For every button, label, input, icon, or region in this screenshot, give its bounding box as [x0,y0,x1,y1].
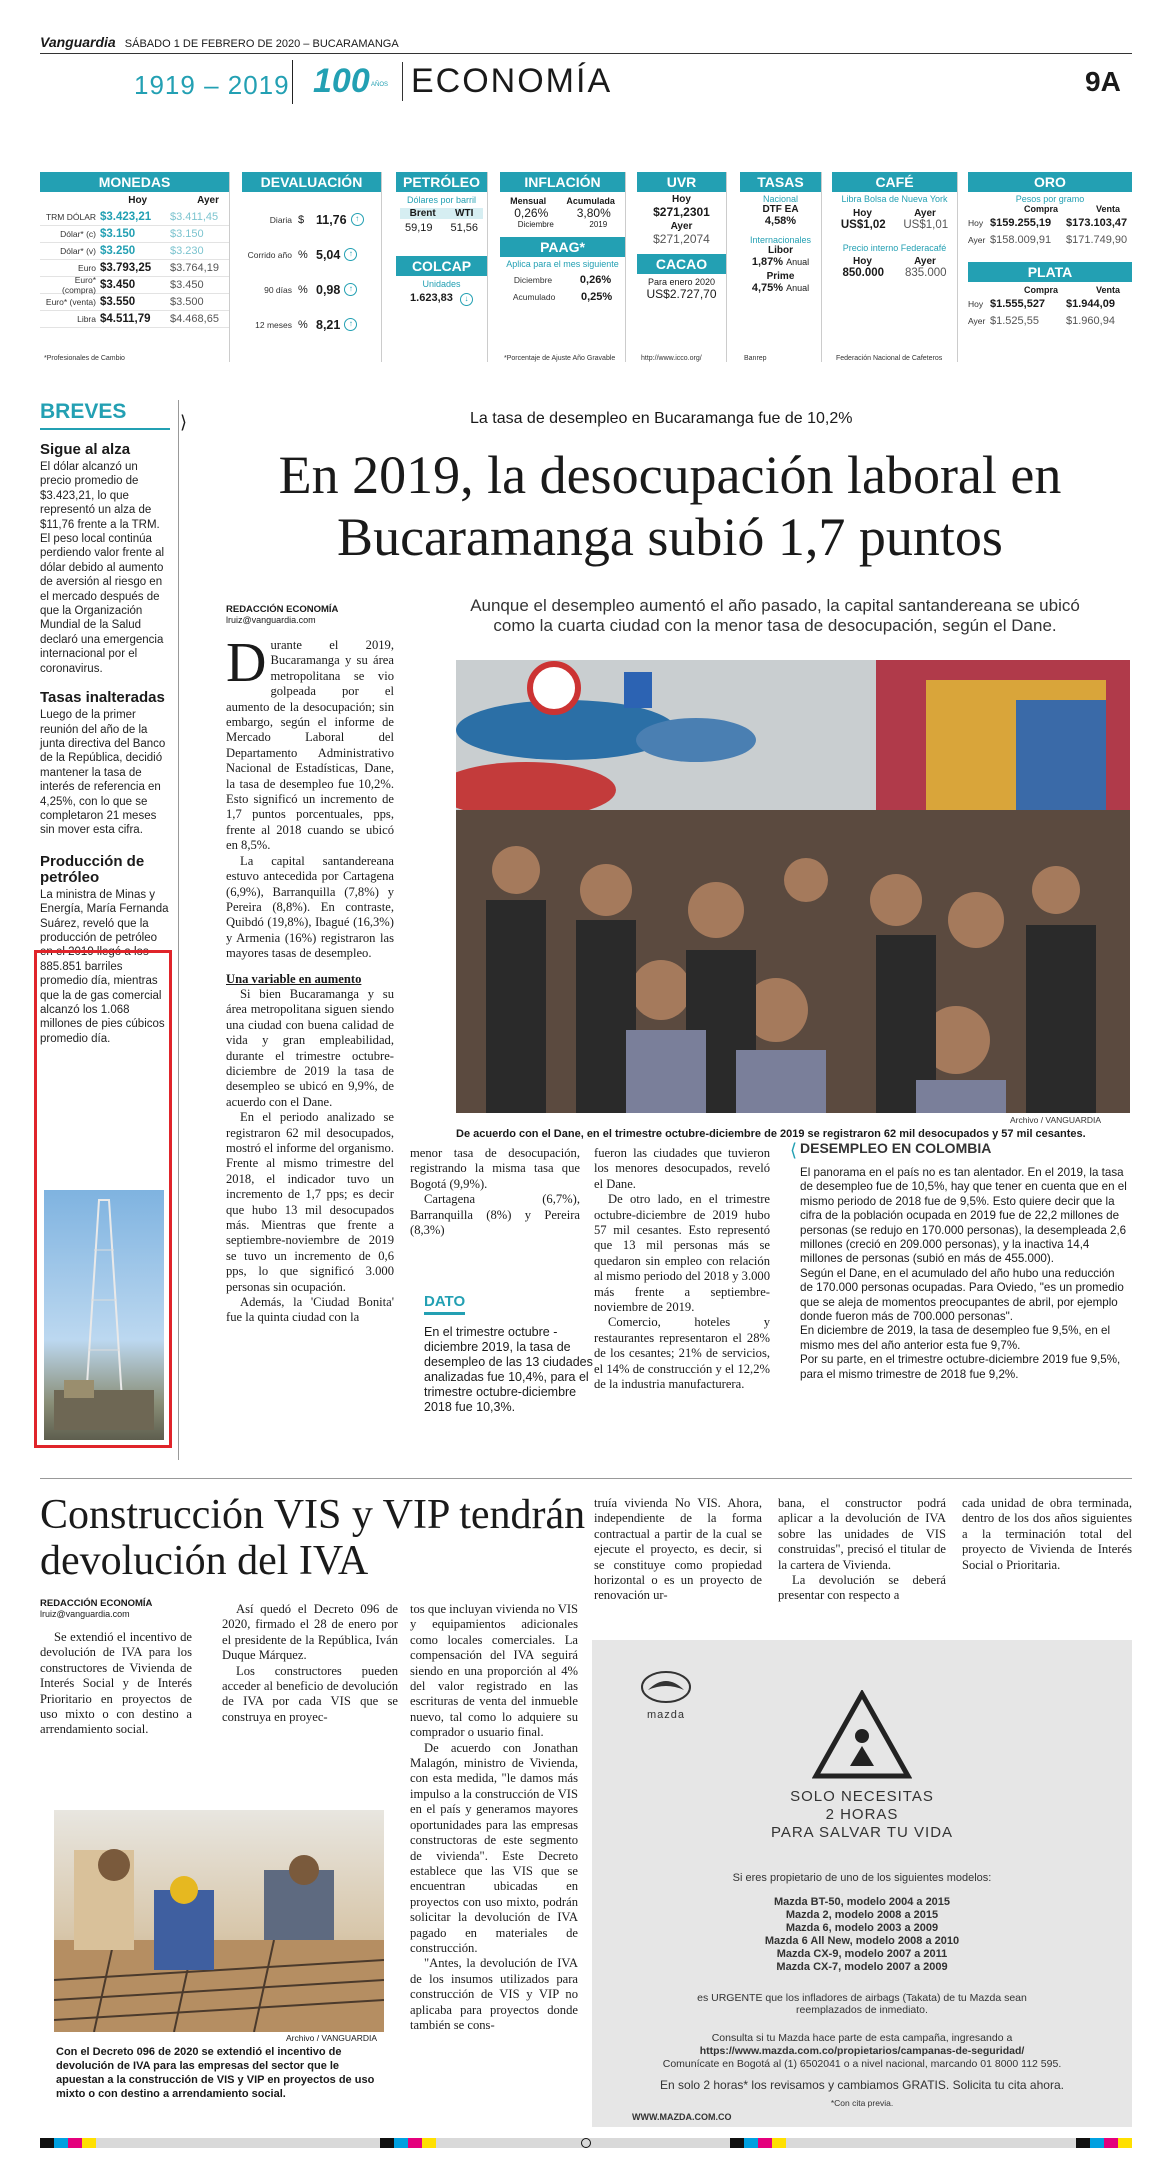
brent-value: 59,19 [404,222,433,234]
currency-label: TRM DÓLAR [45,212,96,222]
paragraph: Si bien Bucaramanga y su área metropolitana siguen siendo una ciudad con buena calidad de vida y gran empleabilidad, durante el trimestre octubre-diciembre de 2019 la tasa de desempleo se ubicó en 9,9%, de acuerdo con el Dane. [226,986,394,1109]
story-column-1 [226,632,395,1326]
acumulada-label: Acumulada [566,196,615,206]
paragraph: Cartagena (6,7%), Barranquilla (8%) y Pereira (8,3%) [410,1192,580,1238]
devaluacion-row [242,237,381,272]
uvr-panel [637,172,727,362]
colcap-sub: Unidades [422,279,461,289]
currency-label: Euro [78,263,96,273]
acumulada-value: 3,80% [576,206,611,220]
ad-urgent: es URGENTE que los infladores de airbags (Takata) de tu Mazda sean reemplazados de inmediato. [697,1992,1027,2016]
paragraph: Comercio, hoteles y restaurantes representaron el 28% de los cesantes; 21% de servicios, el 14% de construcción y el 12,2% de la industria manufacturera. [594,1315,770,1392]
devaluacion-label: 90 días [264,284,292,295]
breve-head: Producción de petróleo [40,852,145,886]
mazda-logo [636,1670,696,1721]
petroleo-title: PETRÓLEO [396,172,487,192]
monedas-rows [40,209,229,328]
brent-label: Brent [409,208,436,219]
breve-text: El dólar alcanzó un precio promedio de $3.423,21, lo que representó un alza de $11,76 frente a la TRM. El peso local continúa perdiendo valor frente al dólar debido al aumento de aversión al riesgo en el mercado después de que la Organización Mundial de la Salud declaró una emergencia internacional por el coronavirus. [40,461,165,675]
oro-ayer-venta: $171.749,90 [1066,233,1128,246]
bracket-icon: ⟩ [180,412,188,433]
cafe-ny-ayer: US$1,01 [903,219,949,231]
devaluacion-unit: $ [298,213,305,226]
breve-head: Sigue al alza [40,441,131,458]
story-kicker: La tasa de desempleo en Bucaramanga fue de 10,2% [470,410,853,427]
paragraph: En el periodo analizado se registraron 62 mil desocupados, mostró el informe del organismo. Frente al mismo trimestre del 2018, el indicador tuvo un incremento de 1,7 pps; es decir que hubo 13 mil desocupados más. Mientras que frente a septiembre-noviembre de 2019 se tuvo un incremento de 0,6 pps, lo que significó 3.000 personas sin ocupación. [226,1110,395,1294]
devaluacion-value: 0,98 [316,282,341,297]
byline-email: lruiz@vanguardia.com [226,615,316,625]
petroleo-panel [396,172,488,362]
ad-tagline-3: PARA SALVAR TU VIDA [770,1824,954,1841]
currency-ayer: $4.468,65 [170,313,219,325]
paag-label: Diciembre [513,274,553,285]
story-headline: En 2019, la desocupación laboral en Bucaramanga subió 1,7 puntos [278,445,1062,567]
oro-ayer-compra: $158.009,91 [990,233,1052,246]
paag-footnote: *Porcentaje de Ajuste Año Gravable [504,355,616,362]
subheading: Una variable en aumento [226,971,362,986]
oro-hoy-label: Hoy [968,217,984,228]
story2-column-6 [962,1496,1132,1573]
monedas-row [40,226,229,243]
dato-title: DATO [424,1293,465,1315]
currency-label: Euro* (compra) [61,275,96,295]
devaluacion-row [242,202,381,237]
ad-tagline-1: SOLO NECESITAS [790,1788,934,1805]
tasas-title: TASAS [740,172,821,192]
masthead [40,34,1132,54]
currency-ayer: $3.411,45 [170,211,219,223]
mazda-advertisement[interactable] [592,1640,1132,2127]
libor-unit: Anual [786,257,810,267]
currency-ayer: $3.764,19 [170,262,219,274]
arrow-down-icon: ↓ [460,293,473,306]
libor-value: 1,87% [751,256,784,268]
mensual-label: Mensual [510,196,547,206]
arrow-up-icon: ↑ [351,213,364,226]
devaluacion-unit: % [298,283,308,296]
paragraph: tos que incluyan vivienda no VIS y equipamientos adicionales como locales comerciales. La compensación del IVA seguirá siendo en una proporción al 4% del valor registrado en las escrituras de venta del inmueble nuevo, tal como lo adquiere su comprador o usuario final. [410,1602,579,1740]
paragraph: fueron las ciudades que tuvieron los menores desocupados, reveló el Dane. [594,1146,770,1191]
oro-hoy-venta: $173.103,47 [1066,216,1128,229]
currency-hoy: $3.250 [100,245,136,257]
ad-tagline-2: 2 HORAS [825,1806,899,1823]
plata-ayer-compra: $1.525,55 [990,314,1039,327]
currency-ayer: $3.230 [170,245,204,257]
plata-venta-label: Venta [1095,285,1120,295]
story2-column-2 [222,1602,398,1725]
prime-label: Prime [766,271,795,282]
oro-venta-label: Venta [1095,204,1120,214]
uvr-hoy: $271,2301 [653,205,710,219]
oro-ayer-label: Ayer [968,234,986,245]
ad-intro: Si eres propietario de uno de los siguientes modelos: [732,1872,992,1884]
devaluacion-value: 5,04 [316,247,341,262]
breves-title: BREVES [40,400,170,430]
cafe-panel [832,172,958,362]
currency-label: Dólar* (c) [60,229,96,239]
ad-site-link[interactable]: WWW.MAZDA.COM.CO [632,2112,732,2122]
story2-headline: Construcción VIS y VIP tendrán devolución del IVA [40,1492,586,1584]
plata-title: PLATA [968,262,1132,282]
wti-label: WTI [455,208,474,219]
cafe-title: CAFÉ [832,172,957,192]
story2-column-1 [40,1630,192,1738]
section-divider [40,1478,1132,1479]
page-number: 9A [1085,66,1121,97]
cafe-ayer-label: Ayer [914,208,936,219]
paragraph: cada unidad de obra terminada, dentro de los dos años siguientes a la terminación total del proyecto de Vivienda de Interés Social o Prioritaria. [962,1496,1132,1572]
ad-model-item: Mazda 6 All New, modelo 2008 a 2010 [764,1935,960,1947]
byline: REDACCIÓN ECONOMÍA [40,1598,153,1609]
oro-panel [968,172,1132,362]
dtf-label: DTF EA [762,204,799,215]
currency-label: Euro* (venta) [45,297,96,307]
devaluacion-row [242,272,381,307]
currency-hoy: $3.150 [100,228,136,240]
cafe-ny-hoy: US$1,02 [840,219,886,231]
paag-value: 0,26% [579,273,612,286]
paag-title: PAAG* [500,237,625,257]
devaluacion-label: Diaria [269,214,292,225]
section-title: ECONOMÍA [402,62,612,101]
ad-phone: Comunícate en Bogotá al (1) 6502041 o a nivel nacional, marcando 01 8000 112 595. [662,2058,1062,2070]
ad-model-item: Mazda BT-50, modelo 2004 a 2015 [773,1896,951,1908]
cafe-int-hoy: 850.000 [842,267,885,279]
ad-hours: En solo 2 horas* los revisamos y cambiamos GRATIS. Solicita tu cita ahora. [660,2078,1064,2092]
currency-ayer: $3.450 [170,279,204,291]
plata-hoy-venta: $1.944,09 [1066,297,1115,310]
paragraph: bana, el constructor podrá aplicar a la devolución de IVA sobre las unidades de VIS construidas", precisó el titular de la cartera de Vivienda. [778,1496,946,1572]
ad-brand: mazda [646,1709,686,1721]
breve-head: Tasas inalteradas [40,689,165,707]
paragraph: Los constructores pueden acceder al beneficio de devolución de IVA por cada VIS que se construya en proyec- [222,1663,398,1724]
devaluacion-panel [242,172,382,362]
anniversary-logo-sub: AÑOS [371,82,389,88]
col-ayer: Ayer [197,195,219,206]
cafe-hoy-label: Hoy [853,208,872,219]
desempleo-title: DESEMPLEO EN COLOMBIA [800,1140,992,1156]
oro-compra-label: Compra [1023,204,1058,214]
devaluacion-value: 11,76 [316,212,347,227]
inflacion-panel [500,172,626,362]
photo-credit: Archivo / VANGUARDIA [286,2033,378,2043]
paragraph: urante el 2019, Bucaramanga y su área metropolitana se vio golpeada por el aumento de la desocupación; sin embargo, según el informe de Mercado Laboral del Departamento Administrativo Nacional de Estadísticas, Dane, la tasa de desempleo fue 10,2%. Esto significó un incremento de 1,7 puntos porcentuales, pps, frente al 2018 cuando se ubicó en 8,5%. [226,638,394,853]
oil-rig-photo [44,1190,164,1440]
libor-label: Libor [768,245,793,256]
devaluacion-unit: % [298,318,308,331]
byline: REDACCIÓN ECONOMÍA [226,604,339,615]
desempleo-text: El panorama en el país no es tan alentador. En el 2019, la tasa de desempleo fue de 10,5%, hay que tener en cuenta que en el mismo periodo de 2018 fue de 9,5%. Esto quiere decir que la cifra de la población ocupada en 2019 fue de 22,2 millones de personas (se redujo en 170.000 personas), la desempleada 2,6 millones (creció en 209.000 personas), y la inactiva 14,4 millones de personas (subió en más de 455.000). Según el Dane, en el acumulado del año hubo una reducción de 170.000 personas ocupadas. Para Oviedo, "es un promedio que se aleja de momentos preocupantes de abril, por ejemplo donde fueron más de 700.000 personas". En diciembre de 2019, la tasa de desempleo fue 9,5%, en el mismo mes del año anterior esta fue 9,7%. Por su parte, en el trimestre octubre-diciembre 2019 fue 9,5%, para el mismo trimestre de 2018 fue 9,2%. [800,1166,1127,1381]
inflacion-period: Diciembre [517,220,554,229]
arrow-up-icon: ↑ [344,283,357,296]
story2-column-3 [410,1602,578,2033]
plata-hoy-label: Hoy [968,298,984,309]
dato-box [424,1293,596,1415]
story2-column-4 [594,1496,762,1604]
paragraph: Se extendió el incentivo de devolución de IVA para los constructores de Vivienda de Interés Social y de Interés Prioritario en proyectos de uso mixto o con destino a arrendamiento social. [40,1630,192,1737]
prime-unit: Anual [786,283,810,293]
ad-note: *Con cita previa. [830,2098,894,2108]
tasas-internacionales: Internacionales [749,235,812,245]
paragraph: Así quedó el Decreto 096 de 2020, firmado el 28 de enero por el presidente de la República, Iván Duque Márquez. [222,1602,398,1663]
monedas-row [40,243,229,260]
cacao-footnote: http://www.icco.org/ [641,355,702,362]
currency-hoy: $3.423,21 [100,211,152,223]
tasas-panel [740,172,822,362]
paragraph: menor tasa de desocupación, registrando la misma tasa que Bogotá (9,9%). [410,1146,580,1191]
uvr-hoy-label: Hoy [672,194,691,205]
arrow-up-icon: ↑ [344,318,357,331]
cacao-sub: Para enero 2020 [647,277,716,287]
devaluacion-title: DEVALUACIÓN [242,172,381,192]
cafe-ny-sub: Libra Bolsa de Nueva York [841,194,948,204]
petroleo-sub: Dólares por barril [406,195,477,205]
devaluacion-label: Corrido año [247,249,292,260]
uvr-ayer-label: Ayer [670,221,693,232]
story2-column-5 [778,1496,946,1604]
devaluacion-row [242,307,381,342]
colcap-title: COLCAP [396,256,487,276]
paag-label: Acumulado [512,291,556,302]
oro-title: ORO [968,172,1132,192]
paragraph: Además, la 'Ciudad Bonita' fue la quinta ciudad con la [226,1295,394,1325]
ad-url-link[interactable]: https://www.mazda.com.co/propietarios/campanas-de-seguridad/ [699,2045,1025,2057]
plata-ayer-label: Ayer [968,315,986,326]
monedas-row [40,311,229,328]
ad-model-item: Mazda 2, modelo 2008 a 2015 [785,1909,939,1921]
currency-hoy: $3.450 [100,279,136,291]
story-column-3 [594,1146,770,1393]
paragraph: truía vivienda No VIS. Ahora, independiente de la forma contractual a partir de la cual se ejecute el proyecto, es decir, si se constituye como propiedad horizontal o es un proyecto de renovación ur- [594,1496,762,1603]
story-column-2 [410,1146,580,1238]
tasas-nacional: Nacional [762,194,799,204]
col-hoy: Hoy [128,195,148,206]
story-lead: Aunque el desempleo aumentó el año pasado, la capital santandereana se ubicó como la cuarta ciudad con la menor tasa de desocupación, según el Dane. [470,596,1080,635]
cafe-footnote: Federación Nacional de Cafeteros [836,355,943,362]
cafe-int-ayer: 835.000 [904,267,947,279]
photo-credit: Archivo / VANGUARDIA [1010,1115,1102,1125]
paragraph: La devolución se deberá presentar con respecto a [778,1573,946,1603]
paragraph: De acuerdo con Jonathan Malagón, ministro de Vivienda, con esta medida, "le damos más impulso a la construcción de VIS en el país y generamos mayores oportunidades para las empresas constructoras de este segmento de vivienda". Este Decreto establece que las VIS que se encuentran ubicadas en proyectos con uso mixto, podrán solicitar la devolución de IVA pagado en materiales de construcción. [410,1740,578,1955]
wti-value: 51,56 [450,222,479,234]
plata-compra-label: Compra [1023,285,1058,295]
print-registration-bar [40,2133,1132,2143]
monedas-panel [40,172,230,362]
dropcap: D [226,632,267,694]
newspaper-brand: Vanguardia [40,34,116,50]
ad-model-item: Mazda CX-9, modelo 2007 a 2011 [776,1948,948,1960]
monedas-footnote: *Profesionales de Cambio [44,355,125,362]
bracket-icon: ⟨ [790,1140,798,1161]
column-divider [178,400,179,1460]
currency-label: Dólar* (v) [60,246,96,256]
uvr-ayer: $271,2074 [653,232,710,246]
oro-hoy-compra: $159.255,19 [990,216,1052,229]
ad-model-list [592,1896,1132,1974]
currency-ayer: $3.500 [170,296,204,308]
devaluacion-unit: % [298,248,308,261]
cacao-title: CACAO [637,254,726,274]
monedas-row [40,209,229,226]
paragraph: "Antes, la devolución de IVA de los insumos utilizados para construcción de VIS y VIP no aplicaba para proyectos donde también se cons- [410,1956,578,2032]
desempleo-box [800,1140,1130,1382]
devaluacion-rows [242,192,381,342]
uvr-title: UVR [637,172,726,192]
tasas-footnote: Banrep [744,355,767,362]
currency-ayer: $3.150 [170,228,204,240]
currency-hoy: $4.511,79 [100,313,151,325]
currency-hoy: $3.793,25 [100,262,152,274]
photo-caption: Con el Decreto 096 de 2020 se extendió el incentivo de devolución de IVA para las empresas del sector que le apuestan a la construcción de VIS y VIP en proyectos de uso mixto o con destino a arrendamiento social. [56,2046,375,2100]
breve-text: Luego de la primer reunión del año de la junta directiva del Banco de la República, decidió mantener la tasa de interés de referencia en 4,25%, con lo que se completaron 21 meses sin mover esta cifra. [40,709,166,837]
monedas-title: MONEDAS [40,172,229,192]
warning-triangle-icon [812,1690,912,1785]
monedas-row [40,294,229,311]
cafe-ayer-label: Ayer [914,256,936,267]
plata-hoy-compra: $1.555,527 [990,297,1046,310]
currency-label: Libra [77,314,96,324]
photo-caption: De acuerdo con el Dane, en el trimestre octubre-diciembre de 2019 se registraron 62 mil desocupados y 57 mil cesantes. [456,1128,1086,1140]
mensual-value: 0,26% [514,206,549,220]
dtf-value: 4,58% [764,215,797,227]
cacao-value: US$2.727,70 [646,287,717,301]
inflacion-title: INFLACIÓN [500,172,625,192]
anniversary-logo: 100 [313,62,370,100]
monedas-row [40,277,229,294]
colcap-value: 1.623,83 [410,292,453,304]
cafe-int-sub: Precio interno Federacafé [842,243,947,253]
plata-ayer-venta: $1.960,94 [1066,314,1115,327]
ad-consult: Consulta si tu Mazda hace parte de esta campaña, ingresando a [711,2032,1013,2044]
dato-text: En el trimestre octubre - diciembre 2019, la tasa de desempleo de las 13 ciudades analizadas fue 10,4%, para el trimestre octubre-diciembre 2018 fue 10,3%. [424,1325,593,1414]
currency-hoy: $3.550 [100,296,136,308]
issue-date: SÁBADO 1 DE FEBRERO DE 2020 – BUCARAMANGA [124,38,399,50]
byline-email: lruiz@vanguardia.com [40,1609,130,1619]
ad-model-item: Mazda 6, modelo 2003 a 2009 [785,1922,939,1934]
devaluacion-label: 12 meses [255,319,292,330]
divider [292,60,293,104]
paag-sub: Aplica para el mes siguiente [506,259,619,269]
construction-workers-photo [54,1810,384,2032]
paragraph: La capital santandereana estuvo antecedida por Cartagena (6,9%), Barranquilla (7,8%) y Pereira (8,8%). En contraste, Quibdó (19,8%), Ibagué (16,3%) y Armenia (16%) registraron las mayores tasas de desempleo. [226,853,394,961]
oro-sub: Pesos por gramo [1015,194,1085,204]
cafe-hoy-label: Hoy [853,256,872,267]
devaluacion-value: 8,21 [316,317,341,332]
arrow-up-icon: ↑ [344,248,357,261]
anniversary-years: 1919 – 2019 [134,70,290,100]
paragraph: De otro lado, en el trimestre octubre-diciembre de 2019 hubo 57 mil cesantes. Esto representó que 13 mil personas más se quedaron sin empleo con relación al mismo periodo del 2018 y 3.000 más frente a septiembre-noviembre de 2019. [594,1192,770,1315]
market-crowd-photo [456,660,1130,1113]
paag-value: 0,25% [580,290,613,303]
ad-model-item: Mazda CX-7, modelo 2007 a 2009 [776,1961,948,1973]
prime-value: 4,75% [751,282,784,294]
inflacion-year: 2019 [589,220,608,229]
breve-text: La ministra de Minas y Energía, María Fernanda Suárez, reveló que la producción de petróleo en el 2019 llegó a los 885.851 barriles promedio día, mientras que la de gas comercial alcanzó los 1.068 millones de pies cúbicos promedio día. [40,888,169,1045]
